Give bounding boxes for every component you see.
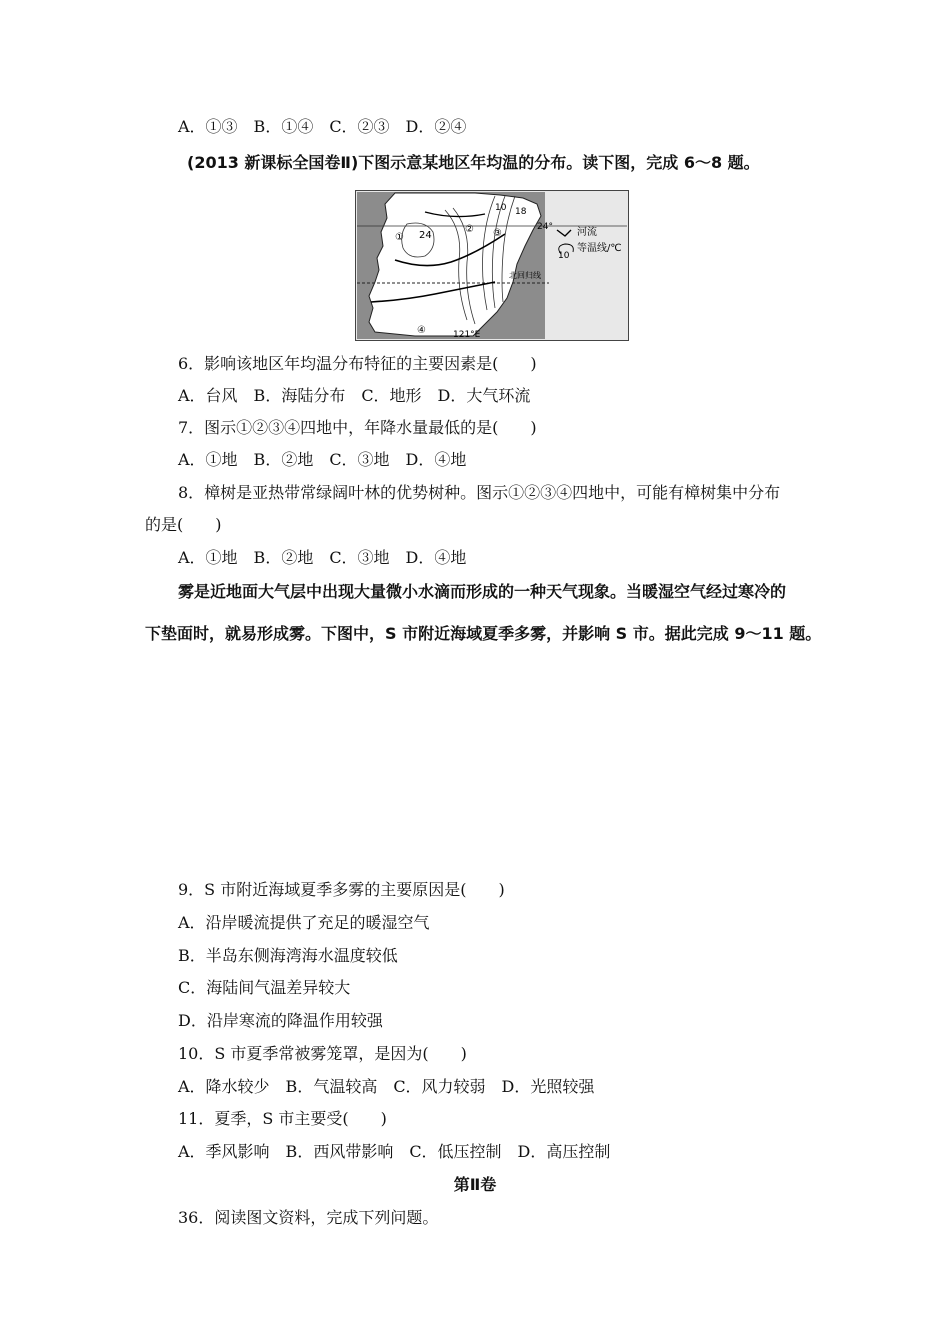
q6-options: A．台风 B．海陆分布 C．地形 D．大气环流 bbox=[178, 386, 531, 405]
map-label-3: ③ bbox=[493, 228, 502, 239]
q7: 7．图示①②③④四地中，年降水量最低的是( ) bbox=[178, 418, 537, 437]
map-iso-18: 18 bbox=[515, 207, 527, 217]
q9-option-a: A．沿岸暖流提供了充足的暖湿空气 bbox=[178, 913, 430, 932]
map-iso-10: 10 bbox=[495, 203, 507, 213]
intro-9-11-line-1: 雾是近地面大气层中出现大量微小水滴而形成的一种天气现象。当暖湿空气经过寒冷的 bbox=[178, 582, 787, 601]
intro-9-11-line-2: 下垫面时，就易形成雾。下图中，S 市附近海域夏季多雾，并影响 S 市。据此完成 9～11 题。 bbox=[145, 624, 822, 643]
section-title: 第Ⅱ卷 bbox=[453, 1175, 497, 1194]
q8-line-1: 8．樟树是亚热带常绿阔叶林的优势树种。图示①②③④四地中，可能有樟树集中分布 bbox=[178, 483, 781, 502]
legend-river-label: 河流 bbox=[577, 227, 597, 238]
q10: 10．S 市夏季常被雾笼罩，是因为( ) bbox=[178, 1044, 467, 1063]
q9-option-c: C．海陆间气温差异较大 bbox=[178, 978, 351, 997]
q9: 9．S 市附近海域夏季多雾的主要原因是( ) bbox=[178, 880, 505, 899]
q11: 11．夏季，S 市主要受( ) bbox=[178, 1109, 387, 1128]
map-tropic-label: 北回归线 bbox=[509, 271, 541, 280]
intro-6-8: (2013 新课标全国卷Ⅱ)下图示意某地区年均温的分布。读下图，完成 6～8 题。 bbox=[187, 153, 760, 172]
q8-line-2: 的是( ) bbox=[145, 515, 222, 534]
isotherm-map bbox=[355, 190, 629, 341]
map-longitude-label: 121°E bbox=[453, 330, 481, 340]
map-label-4: ④ bbox=[417, 325, 426, 336]
q8-options: A．①地 B．②地 C．③地 D．④地 bbox=[178, 548, 467, 567]
q10-options: A．降水较少 B．气温较高 C．风力较弱 D．光照较强 bbox=[178, 1077, 595, 1096]
q5-options: A．①③ B．①④ C．②③ D．②④ bbox=[178, 117, 467, 136]
map-label-2: ② bbox=[465, 224, 474, 235]
map-iso-24-right: 24° bbox=[537, 222, 553, 232]
map-iso-24: 24 bbox=[419, 230, 432, 241]
map-label-1: ① bbox=[395, 232, 404, 243]
legend-isotherm-label: 等温线/℃ bbox=[577, 243, 622, 254]
q9-option-b: B．半岛东侧海湾海水温度较低 bbox=[178, 946, 398, 965]
q36: 36．阅读图文资料，完成下列问题。 bbox=[178, 1208, 439, 1227]
q7-options: A．①地 B．②地 C．③地 D．④地 bbox=[178, 450, 467, 469]
q11-options: A．季风影响 B．西风带影响 C．低压控制 D．高压控制 bbox=[178, 1142, 611, 1161]
q9-option-d: D．沿岸寒流的降温作用较强 bbox=[178, 1011, 383, 1030]
q6: 6．影响该地区年均温分布特征的主要因素是( ) bbox=[178, 354, 537, 373]
legend-isotherm-value: 10 bbox=[558, 251, 570, 261]
